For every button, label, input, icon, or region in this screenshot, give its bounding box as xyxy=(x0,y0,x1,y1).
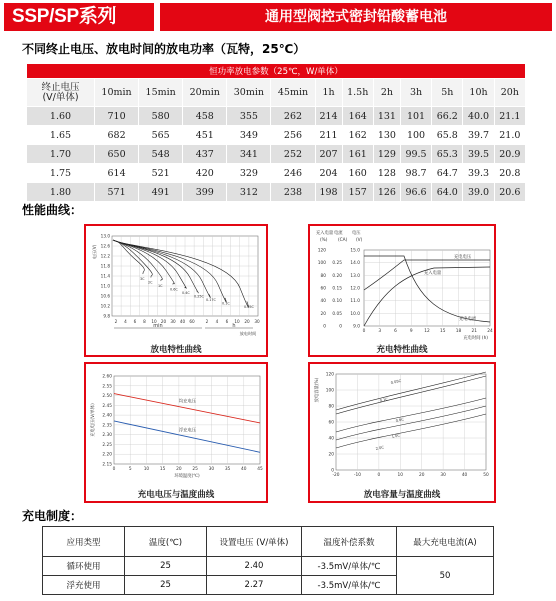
table-row xyxy=(27,126,526,145)
volt-tick: 9.0 xyxy=(353,324,360,330)
value-cell: 355 xyxy=(227,107,271,126)
x-tick-label: 21 xyxy=(471,329,477,334)
x-axis-label: 放电时间 xyxy=(239,331,257,336)
value-cell: 329 xyxy=(227,164,271,183)
corner-label-2: (V/单体) xyxy=(42,91,79,103)
y-tick-label: 11.4 xyxy=(100,273,110,279)
x-tick-label: 0 xyxy=(112,467,116,472)
y-tick-label: 100 xyxy=(325,388,334,394)
value-cell: 20.6 xyxy=(494,183,525,202)
value-cell: 312 xyxy=(227,183,271,202)
value-cell: 39.7 xyxy=(463,126,494,145)
series-title: SSP/SP系列 xyxy=(4,3,154,31)
voltage-cell: 2.27 xyxy=(207,576,302,595)
x-tick-label: 4 xyxy=(124,319,127,324)
value-cell: 65.8 xyxy=(432,126,463,145)
curve-label: 0.4C xyxy=(182,291,190,295)
volt-tick: 13.0 xyxy=(350,273,360,279)
value-cell: 252 xyxy=(271,145,315,164)
col-header: 1h xyxy=(315,79,342,107)
y-tick-label: 2.35 xyxy=(102,423,112,429)
curve-label: 0.25C xyxy=(194,294,204,299)
cycle-voltage-label: 均充电压 xyxy=(178,399,197,405)
value-cell: 682 xyxy=(95,126,139,145)
value-cell: 157 xyxy=(342,183,373,202)
col-header: 1.5h xyxy=(342,79,373,107)
value-cell: 99.5 xyxy=(400,145,431,164)
charge-section-title: 充电制度： xyxy=(22,509,83,523)
value-cell: 256 xyxy=(271,126,315,145)
y-tick-label: 2.40 xyxy=(102,413,112,419)
x-tick-label: 20 xyxy=(418,473,425,478)
capacity-curve xyxy=(336,398,486,432)
voltage-cell: 1.65 xyxy=(27,126,95,145)
value-cell: 211 xyxy=(315,126,342,145)
value-cell: 238 xyxy=(271,183,315,202)
x-tick-label: -10 xyxy=(353,473,361,478)
y-tick-label: 20 xyxy=(328,452,334,458)
y-tick-label: 11.8 xyxy=(100,263,110,269)
value-cell: 40.0 xyxy=(463,107,494,126)
float-voltage-line xyxy=(114,421,260,452)
column-unit: (CA) xyxy=(338,238,348,243)
x-tick-label: 0 xyxy=(377,473,381,478)
temp-cell: 25 xyxy=(125,576,207,595)
pct-tick: 80 xyxy=(320,273,326,279)
x-tick-label: 2 xyxy=(205,319,209,324)
value-cell: 214 xyxy=(315,107,342,126)
value-cell: 262 xyxy=(271,107,315,126)
curves-section-title: 性能曲线： xyxy=(22,203,83,217)
corner-label-1: 终止电压 xyxy=(41,81,80,93)
x-tick-label: 6 xyxy=(133,319,137,324)
col-header: 15min xyxy=(139,79,183,107)
x-tick-label: 25 xyxy=(192,467,198,472)
x-unit-min: min xyxy=(153,323,163,329)
y-tick-label: 2.30 xyxy=(102,433,112,439)
value-cell: 126 xyxy=(373,183,400,202)
temp-capacity-chart xyxy=(310,364,494,501)
charge-caption: 充电特性曲线 xyxy=(376,345,428,355)
y-tick-label: 80 xyxy=(328,404,334,410)
value-cell: 650 xyxy=(95,145,139,164)
col-coef: 温度补偿系数 xyxy=(302,527,397,557)
curve-label: 1C xyxy=(158,284,163,288)
charge-chart xyxy=(310,226,494,355)
x-tick-label: 60 xyxy=(189,319,195,324)
volt-tick: 15.0 xyxy=(350,248,360,254)
value-cell: 160 xyxy=(342,164,373,183)
value-cell: 580 xyxy=(139,107,183,126)
y-tick-label: 2.20 xyxy=(102,452,112,458)
x-tick-label: 30 xyxy=(208,467,215,472)
table-row xyxy=(27,145,526,164)
value-cell: 161 xyxy=(342,145,373,164)
capacity-curve xyxy=(336,406,486,440)
volt-tick: 11.0 xyxy=(350,299,360,305)
value-cell: 162 xyxy=(342,126,373,145)
value-cell: 129 xyxy=(373,145,400,164)
x-tick-label: 20 xyxy=(160,319,167,324)
curve-label: 0.1C xyxy=(222,301,230,306)
table-caption: 恒功率放电参数（25℃，W/单体） xyxy=(27,64,526,79)
value-cell: 491 xyxy=(139,183,183,202)
x-tick-label: 5 xyxy=(128,467,132,472)
voltage-cell: 2.40 xyxy=(207,557,302,576)
y-tick-label: 0 xyxy=(331,468,334,474)
value-cell: 21.0 xyxy=(494,126,525,145)
table-row xyxy=(27,164,526,183)
x-tick-label: 10 xyxy=(397,473,404,478)
col-header: 3h xyxy=(400,79,431,107)
y-tick-label: 10.2 xyxy=(100,303,110,309)
value-cell: 207 xyxy=(315,145,342,164)
value-cell: 20.9 xyxy=(494,145,525,164)
page-header xyxy=(0,0,556,33)
y-tick-label: 9.8 xyxy=(103,313,110,319)
voltage-cell: 1.75 xyxy=(27,164,95,183)
table-row xyxy=(27,107,526,126)
y-tick-label: 12.2 xyxy=(100,253,110,259)
col-header: 20h xyxy=(494,79,525,107)
x-tick-label: 35 xyxy=(224,467,231,472)
pct-tick: 20 xyxy=(320,311,326,317)
ca-tick: 0 xyxy=(339,324,342,330)
pct-tick: 0 xyxy=(323,324,326,330)
value-cell: 131 xyxy=(373,107,400,126)
value-cell: 39.3 xyxy=(463,164,494,183)
temp-cell: 25 xyxy=(125,557,207,576)
volt-tick: 12.0 xyxy=(350,286,360,292)
table-row xyxy=(43,557,494,576)
value-cell: 565 xyxy=(139,126,183,145)
y-tick-label: 2.50 xyxy=(102,394,112,400)
y-tick-label: 13.0 xyxy=(100,233,110,239)
curve-label: 1.0C xyxy=(391,433,401,439)
x-unit-h: h xyxy=(232,323,236,329)
pct-tick: 40 xyxy=(320,299,326,305)
curve-label: 0.05C xyxy=(244,305,254,309)
value-cell: 458 xyxy=(183,107,227,126)
x-tick-label: 20 xyxy=(244,319,250,324)
x-tick-label: 30 xyxy=(440,473,446,478)
curve-label: 2C xyxy=(148,280,153,285)
col-header: 45min xyxy=(271,79,315,107)
value-cell: 341 xyxy=(227,145,271,164)
x-tick-label: 24 xyxy=(487,329,493,334)
y-tick-label: 2.25 xyxy=(102,442,112,448)
ca-tick: 0.20 xyxy=(332,273,342,279)
value-cell: 101 xyxy=(400,107,431,126)
discharge-curve xyxy=(113,240,226,302)
discharge-chart-panel xyxy=(84,224,268,357)
type-cell: 浮充使用 xyxy=(43,576,125,595)
discharge-curve xyxy=(113,240,248,307)
value-cell: 246 xyxy=(271,164,315,183)
charge-regime-table xyxy=(42,526,494,595)
volt-tick: 14.0 xyxy=(350,261,360,267)
temp-capacity-caption: 放电容量与温度曲线 xyxy=(363,490,441,500)
product-title: 通用型阀控式密封铅酸蓄电池 xyxy=(160,3,552,31)
x-tick-label: 8 xyxy=(143,319,146,324)
value-cell: 64.7 xyxy=(432,164,463,183)
discharge-chart xyxy=(86,226,266,355)
col-type: 应用类型 xyxy=(43,527,125,557)
pct-tick: 120 xyxy=(317,248,326,254)
value-cell: 39.0 xyxy=(463,183,494,202)
column-label: 充入电量 xyxy=(316,231,334,236)
y-tick-label: 12.6 xyxy=(100,243,110,249)
x-tick-label: 0 xyxy=(362,329,366,334)
y-tick-label: 40 xyxy=(328,436,334,442)
y-tick-label: 2.15 xyxy=(102,462,112,468)
x-tick-label: 12 xyxy=(424,329,430,334)
temp-capacity-chart-panel xyxy=(308,362,496,503)
value-cell: 614 xyxy=(95,164,139,183)
coef-cell: -3.5mV/单体/℃ xyxy=(302,557,397,576)
x-tick-label: 20 xyxy=(176,467,182,472)
value-cell: 710 xyxy=(95,107,139,126)
discharge-curve xyxy=(113,240,210,298)
corner-header xyxy=(27,79,95,107)
max-current-cell: 50 xyxy=(397,557,494,595)
col-temp: 温度(℃) xyxy=(125,527,207,557)
discharge-caption: 放电特性曲线 xyxy=(150,345,202,355)
y-tick-label: 60 xyxy=(328,420,334,426)
capacity-curve xyxy=(336,376,486,414)
rate-section-title: 不同终止电压、放电时间的放电功率（瓦特，25℃） xyxy=(22,42,306,56)
x-tick-label: 40 xyxy=(179,319,186,324)
voltage-cell: 1.60 xyxy=(27,107,95,126)
type-cell: 循环使用 xyxy=(43,557,125,576)
value-cell: 548 xyxy=(139,145,183,164)
x-tick-label: 40 xyxy=(461,473,468,478)
pct-tick: 100 xyxy=(317,261,326,267)
value-cell: 65.3 xyxy=(432,145,463,164)
value-cell: 96.6 xyxy=(400,183,431,202)
value-cell: 521 xyxy=(139,164,183,183)
voltage-cell: 1.80 xyxy=(27,183,95,202)
col-header: 20min xyxy=(183,79,227,107)
x-tick-label: 10 xyxy=(143,467,150,472)
x-tick-label: 45 xyxy=(257,467,263,472)
x-tick-label: 50 xyxy=(483,473,489,478)
y-tick-label: 2.60 xyxy=(102,374,112,380)
x-tick-label: -20 xyxy=(332,473,340,478)
curve-label: 0.1C xyxy=(379,397,389,403)
capacity-curve xyxy=(336,414,486,448)
ca-tick: 0.05 xyxy=(332,311,342,317)
temp-voltage-caption: 充电电压与温度曲线 xyxy=(137,490,215,500)
charge-chart-panel xyxy=(308,224,496,357)
value-cell: 128 xyxy=(373,164,400,183)
y-axis-label: 充电电压(V/单体) xyxy=(91,403,96,437)
y-tick-label: 11.0 xyxy=(100,283,110,289)
pct-tick: 60 xyxy=(320,286,326,292)
curve-label: 2.0C xyxy=(375,445,385,451)
col-max-current: 最大充电电流(A) xyxy=(397,527,494,557)
discharge-curve xyxy=(113,240,198,293)
x-tick-label: 6 xyxy=(394,329,397,334)
plot-frame xyxy=(114,376,260,464)
x-tick-label: 6 xyxy=(225,319,229,324)
voltage-label: 充电电压 xyxy=(454,255,472,260)
charged-label: 充入电量 xyxy=(424,271,442,276)
y-tick-label: 120 xyxy=(325,372,334,378)
value-cell: 204 xyxy=(315,164,342,183)
x-tick-label: 15 xyxy=(440,329,446,334)
col-voltage: 设置电压 (V/单体) xyxy=(207,527,302,557)
value-cell: 98.7 xyxy=(400,164,431,183)
discharge-power-table xyxy=(26,63,526,202)
x-axis-label: 环境温度(℃) xyxy=(174,474,200,479)
value-cell: 20.8 xyxy=(494,164,525,183)
value-cell: 66.2 xyxy=(432,107,463,126)
value-cell: 164 xyxy=(342,107,373,126)
col-header: 10h xyxy=(463,79,494,107)
current-label: 充电电流 xyxy=(459,317,477,322)
coef-cell: -3.5mV/单体/℃ xyxy=(302,576,397,595)
value-cell: 64.0 xyxy=(432,183,463,202)
ca-tick: 0.15 xyxy=(332,286,342,292)
curve-label: 0.6C xyxy=(395,417,405,423)
x-tick-label: 9 xyxy=(409,329,413,334)
table-row xyxy=(27,183,526,202)
column-unit: (%) xyxy=(320,238,328,243)
value-cell: 198 xyxy=(315,183,342,202)
value-cell: 437 xyxy=(183,145,227,164)
voltage-cell: 1.70 xyxy=(27,145,95,164)
y-axis-label: 放电容量(%) xyxy=(315,377,320,403)
col-header: 2h xyxy=(373,79,400,107)
column-unit: (V) xyxy=(356,238,363,243)
col-header: 30min xyxy=(227,79,271,107)
curve-label: 0.6C xyxy=(170,287,178,292)
x-tick-label: 18 xyxy=(455,329,462,334)
y-tick-label: 10.6 xyxy=(100,293,110,299)
x-tick-label: 15 xyxy=(159,467,166,472)
cycle-voltage-line xyxy=(114,394,260,423)
x-tick-label: 4 xyxy=(215,319,219,324)
y-tick-label: 2.55 xyxy=(102,384,112,390)
volt-tick: 10.0 xyxy=(350,311,360,317)
column-label: 电压 xyxy=(352,231,361,236)
x-axis-label: 充电时间 (h) xyxy=(463,336,488,341)
value-cell: 39.5 xyxy=(463,145,494,164)
curve-label: 0.05C xyxy=(390,378,402,385)
col-header: 5h xyxy=(432,79,463,107)
value-cell: 399 xyxy=(183,183,227,202)
ca-tick: 0.10 xyxy=(332,299,342,305)
temp-voltage-chart-panel xyxy=(84,362,268,503)
value-cell: 571 xyxy=(95,183,139,202)
x-tick-label: 10 xyxy=(234,319,240,324)
col-header: 10min xyxy=(95,79,139,107)
x-tick-label: 2 xyxy=(114,319,118,324)
x-tick-label: 30 xyxy=(170,319,176,324)
value-cell: 349 xyxy=(227,126,271,145)
value-cell: 420 xyxy=(183,164,227,183)
value-cell: 100 xyxy=(400,126,431,145)
y-axis-label: 电压(V) xyxy=(92,244,97,260)
value-cell: 451 xyxy=(183,126,227,145)
x-tick-label: 3 xyxy=(378,329,382,334)
capacity-curve xyxy=(336,372,486,410)
ca-tick: 0.25 xyxy=(332,261,342,267)
float-voltage-label: 浮充电压 xyxy=(178,428,197,434)
value-cell: 130 xyxy=(373,126,400,145)
temp-voltage-chart xyxy=(86,364,266,501)
curve-label: 0.17C xyxy=(206,298,216,302)
y-tick-label: 2.45 xyxy=(102,403,112,409)
x-tick-label: 40 xyxy=(241,467,247,472)
x-tick-label: 10 xyxy=(151,319,157,324)
value-cell: 21.1 xyxy=(494,107,525,126)
x-tick-label: 30 xyxy=(254,319,260,324)
column-label: 电流 xyxy=(334,231,343,236)
curve-label: 3C xyxy=(140,277,145,281)
